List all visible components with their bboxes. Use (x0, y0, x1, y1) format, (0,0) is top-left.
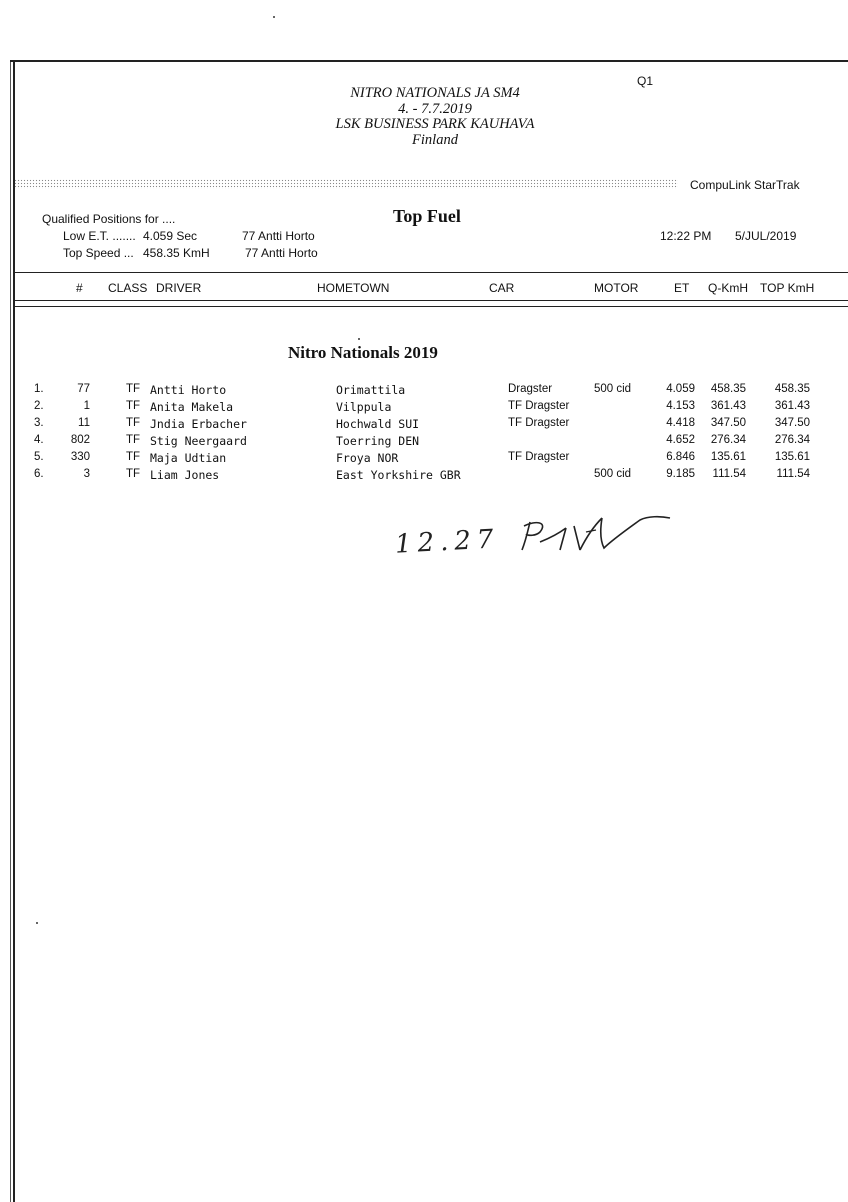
row-motor: 500 cid (594, 468, 632, 480)
table-row (0, 383, 848, 400)
row-class: TF (126, 434, 141, 446)
qualified-label: Qualified Positions for .... (42, 212, 176, 226)
table-row (0, 400, 848, 417)
row-position: 6. (34, 468, 44, 480)
row-motor: 500 cid (594, 383, 632, 395)
row-position: 4. (34, 434, 44, 446)
event-dates: 4. - 7.7.2019 (398, 100, 472, 117)
row-class: TF (126, 468, 141, 480)
row-hometown: Orimattila (336, 383, 406, 397)
table-row (0, 434, 848, 451)
row-number: 330 (70, 451, 90, 463)
row-car: TF Dragster (508, 417, 570, 429)
event-header (250, 86, 620, 148)
row-hometown: Vilppula (336, 400, 392, 414)
row-qkmh: 347.50 (710, 417, 746, 429)
row-number: 77 (77, 383, 90, 395)
row-driver: Anita Makela (150, 400, 234, 414)
row-qkmh: 458.35 (710, 383, 746, 395)
row-driver: Liam Jones (150, 468, 220, 482)
top-speed-label: Top Speed ... (63, 246, 134, 260)
row-topkmh: 276.34 (774, 434, 810, 446)
row-topkmh: 361.43 (774, 400, 810, 412)
row-hometown: Froya NOR (336, 451, 399, 465)
frame-left-line (13, 62, 15, 1202)
col-driver: DRIVER (156, 281, 202, 295)
row-position: 2. (34, 400, 44, 412)
rule-lower-a (14, 300, 848, 301)
section-title: Nitro Nationals 2019 (288, 343, 438, 362)
row-car: TF Dragster (508, 451, 570, 463)
scan-speck (36, 922, 38, 924)
row-topkmh: 135.61 (774, 451, 810, 463)
row-number: 11 (78, 417, 90, 429)
system-name: CompuLink StarTrak (690, 178, 800, 192)
row-car: TF Dragster (508, 400, 570, 412)
row-driver: Jndia Erbacher (150, 417, 247, 431)
row-et: 4.652 (666, 434, 695, 446)
row-qkmh: 135.61 (710, 451, 746, 463)
row-driver: Maja Udtian (150, 451, 227, 465)
row-qkmh: 276.34 (710, 434, 746, 446)
top-speed-value: 458.35 KmH (143, 246, 210, 260)
frame-top-line (10, 60, 848, 62)
row-number: 1 (83, 400, 90, 412)
row-et: 4.418 (666, 417, 695, 429)
scan-speck (273, 16, 275, 18)
rule-upper (14, 272, 848, 273)
col-hometown: HOMETOWN (317, 281, 390, 295)
row-topkmh: 347.50 (774, 417, 810, 429)
low-et-label: Low E.T. ....... (63, 229, 136, 243)
row-position: 5. (34, 451, 44, 463)
row-et: 6.846 (666, 451, 695, 463)
row-hometown: Hochwald SUI (336, 417, 420, 431)
row-et: 9.185 (666, 468, 695, 480)
event-country: Finland (412, 131, 458, 148)
table-row (0, 417, 848, 434)
row-class: TF (126, 383, 141, 395)
col-car: CAR (489, 281, 515, 295)
col-topkmh: TOP KmH (760, 281, 815, 295)
row-topkmh: 111.54 (776, 468, 810, 480)
row-number: 3 (83, 468, 90, 480)
event-venue: LSK BUSINESS PARK KAUHAVA (335, 116, 535, 132)
low-et-value: 4.059 Sec (143, 229, 198, 243)
page-code: Q1 (637, 74, 654, 88)
signature-icon (390, 512, 680, 562)
dotted-band (14, 179, 678, 189)
rule-lower-b (14, 306, 848, 307)
row-driver: Antti Horto (150, 383, 227, 397)
table-row (0, 468, 848, 485)
row-car: Dragster (508, 383, 553, 395)
row-class: TF (126, 417, 141, 429)
row-et: 4.153 (666, 400, 695, 412)
col-class: CLASS (108, 281, 148, 295)
row-et: 4.059 (666, 383, 695, 395)
row-number: 802 (70, 434, 90, 446)
table-row (0, 451, 848, 468)
event-title: NITRO NATIONALS JA SM4 (350, 85, 520, 101)
row-hometown: East Yorkshire GBR (336, 468, 461, 482)
col-num: # (76, 281, 83, 295)
row-position: 3. (34, 417, 44, 429)
class-title: Top Fuel (393, 206, 461, 226)
handwritten-time: 12.27 (394, 524, 501, 560)
top-speed-holder: 77 Antti Horto (245, 246, 318, 260)
col-qkmh: Q-KmH (708, 281, 748, 295)
low-et-holder: 77 Antti Horto (242, 229, 315, 243)
row-class: TF (126, 451, 141, 463)
row-topkmh: 458.35 (774, 383, 810, 395)
frame-left-outer-line (10, 62, 11, 1202)
col-et: ET (674, 281, 690, 295)
col-motor: MOTOR (594, 281, 639, 295)
row-class: TF (126, 400, 141, 412)
scan-speck (358, 338, 360, 340)
row-hometown: Toerring DEN (336, 434, 420, 448)
row-position: 1. (34, 383, 44, 395)
row-driver: Stig Neergaard (150, 434, 247, 448)
report-date: 5/JUL/2019 (735, 229, 797, 243)
row-qkmh: 361.43 (710, 400, 746, 412)
report-time: 12:22 PM (660, 229, 712, 243)
row-qkmh: 111.54 (712, 468, 746, 480)
